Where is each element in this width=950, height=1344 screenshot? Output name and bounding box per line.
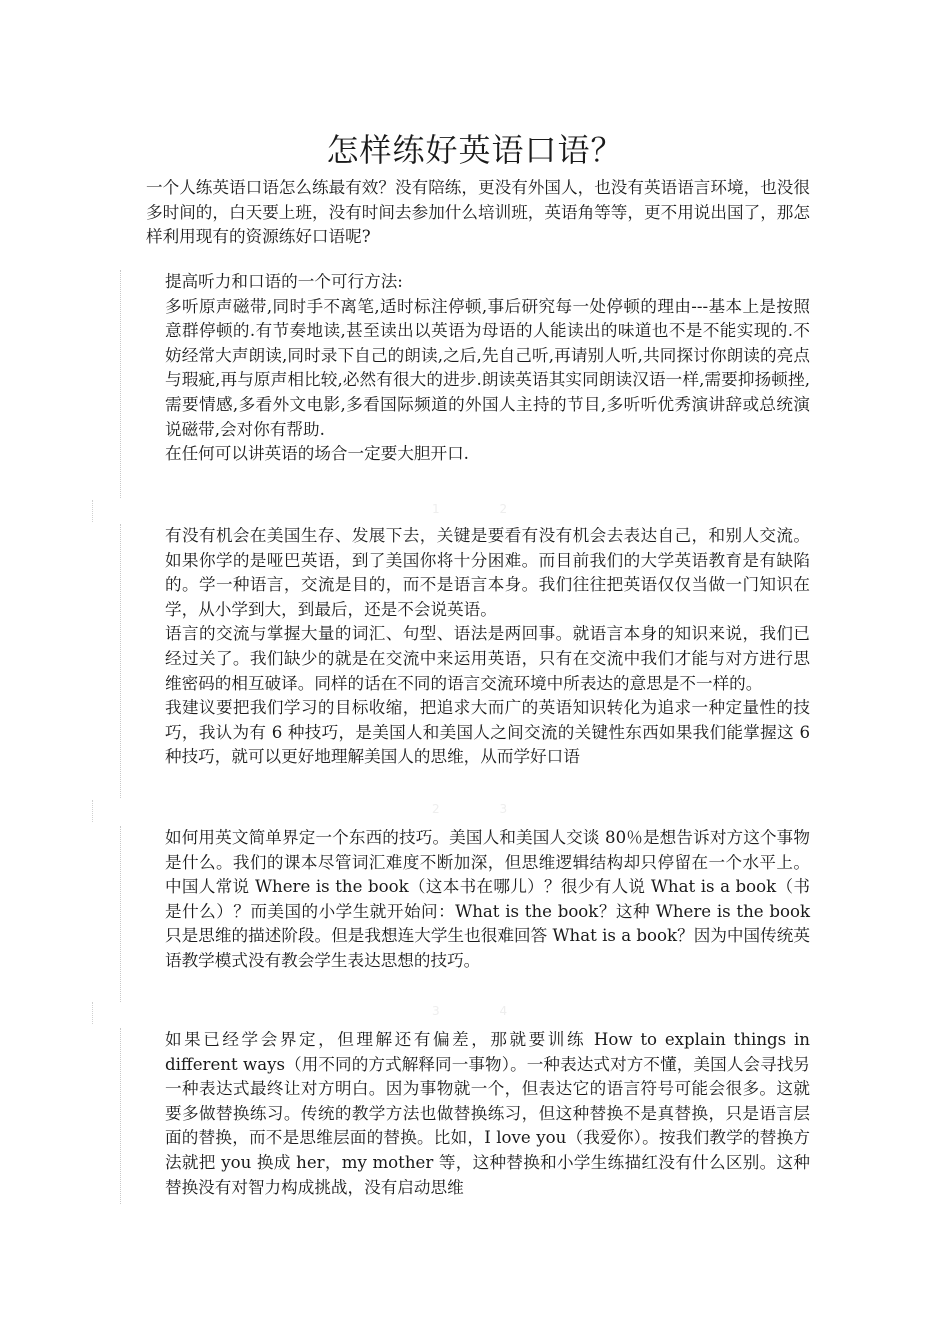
section-paragraph: 我建议要把我们学习的目标收缩，把追求大而广的英语知识转化为追求一种定量性的技巧，我认为有 6 种技巧，是美国人和美国人之间交流的关键性东西如果我们能掌握这 6 种技巧，就可以更好地理解美国人的思维，从而学好口语: [165, 698, 810, 767]
section-margin-line: [120, 524, 121, 798]
section-paragraph: 有没有机会在美国生存、发展下去，关键是要看有没有机会去表达自己，和别人交流。如果你学的是哑巴英语，到了美国你将十分困难。而目前我们的大学英语教育是有缺陷的。学一种语言，交流是目的，而不是语言本身。我们往往把英语仅仅当做一门知识在学，从小学到大，到最后，还是不会说英语。: [165, 526, 810, 619]
page-number-mark: 3 4: [432, 1004, 536, 1018]
section-definition-skill: [120, 826, 810, 1002]
page-break-marker: [92, 500, 93, 522]
section-paragraph: 多听原声磁带,同时手不离笔,适时标注停顿,事后研究每一处停顿的理由---基本上是按照意群停顿的.有节奏地读,甚至读出以英语为母语的人能读出的味道也不是不能实现的.不妨经常大声朗读,同时录下自己的朗读,之后,先自己听,再请别人听,共同探讨你朗读的亮点与瑕疵,再与原声相比较,必然有很大的进步.朗读英语其实同朗读汉语一样,需要抑扬顿挫,需要情感,多看外文电影,多看国际频道的外国人主持的节目,多听听优秀演讲辞或总统演说磁带,会对你有帮助.: [165, 296, 810, 439]
section-heading: 提高听力和口语的一个可行方法:: [165, 272, 403, 291]
section-margin-line: [120, 826, 121, 1002]
page-number-mark: 2 3: [432, 802, 536, 816]
section-paragraph: 如果已经学会界定，但理解还有偏差，那就要训练 How to explain things in different ways（用不同的方式解释同一事物）。一种表达式对方不懂，美国人会寻找另一种表达式最终让对方明白。因为事物就一个，但表达它的语言符号可能会很多。这就要多做替换练习。传统的教学方法也做替换练习，但这种替换不是真替换，只是语言层面的替换，而不是思维层面的替换。比如，I love you（我爱你）。按我们教学的替换方法就把 you 换成 her，my mother 等，这种替换和小学生练描红没有什么区别。这种替换没有对智力构成挑战，没有启动思维: [165, 1030, 810, 1197]
page-break-marker: [92, 1002, 93, 1024]
section-paragraph: 在任何可以讲英语的场合一定要大胆开口.: [165, 444, 469, 464]
page-break-marker: [92, 800, 93, 822]
section-communication: [120, 524, 810, 798]
section-paragraph: 如何用英文简单界定一个东西的技巧。美国人和美国人交谈 80％是想告诉对方这个事物是什么。我们的课本尽管词汇难度不断加深，但思维逻辑结构却只停留在一个水平上。中国人常说 Where is the book（这本书在哪儿）？很少有人说 What is a book（书是什么）？而美国的小学生就开始问：What is the book？这种 Where is the book 只是思维的描述阶段。但是我想连大学生也很难回答 What is a book？因为中国传统英语教学模式没有教会学生表达思想的技巧。: [165, 828, 810, 970]
section-explain-different-ways: [120, 1028, 810, 1204]
intro-paragraph: 一个人练英语口语怎么练最有效？没有陪练，更没有外国人，也没有英语语言环境，也没很多时间的，白天要上班，没有时间去参加什么培训班，英语角等等，更不用说出国了，那怎样利用现有的资源练好口语呢?: [146, 178, 810, 246]
section-listening-speaking: [120, 270, 810, 498]
section-margin-line: [120, 270, 121, 498]
section-paragraph: 语言的交流与掌握大量的词汇、句型、语法是两回事。就语言本身的知识来说，我们已经过关了。我们缺少的就是在交流中来运用英语，只有在交流中我们才能与对方进行思维密码的相互破译。同样的话在不同的语言交流环境中所表达的意思是不一样的。: [165, 624, 810, 693]
page-number-mark: 1 2: [432, 502, 536, 516]
document-title: 怎样练好英语口语？: [326, 131, 624, 169]
section-margin-line: [120, 1028, 121, 1204]
